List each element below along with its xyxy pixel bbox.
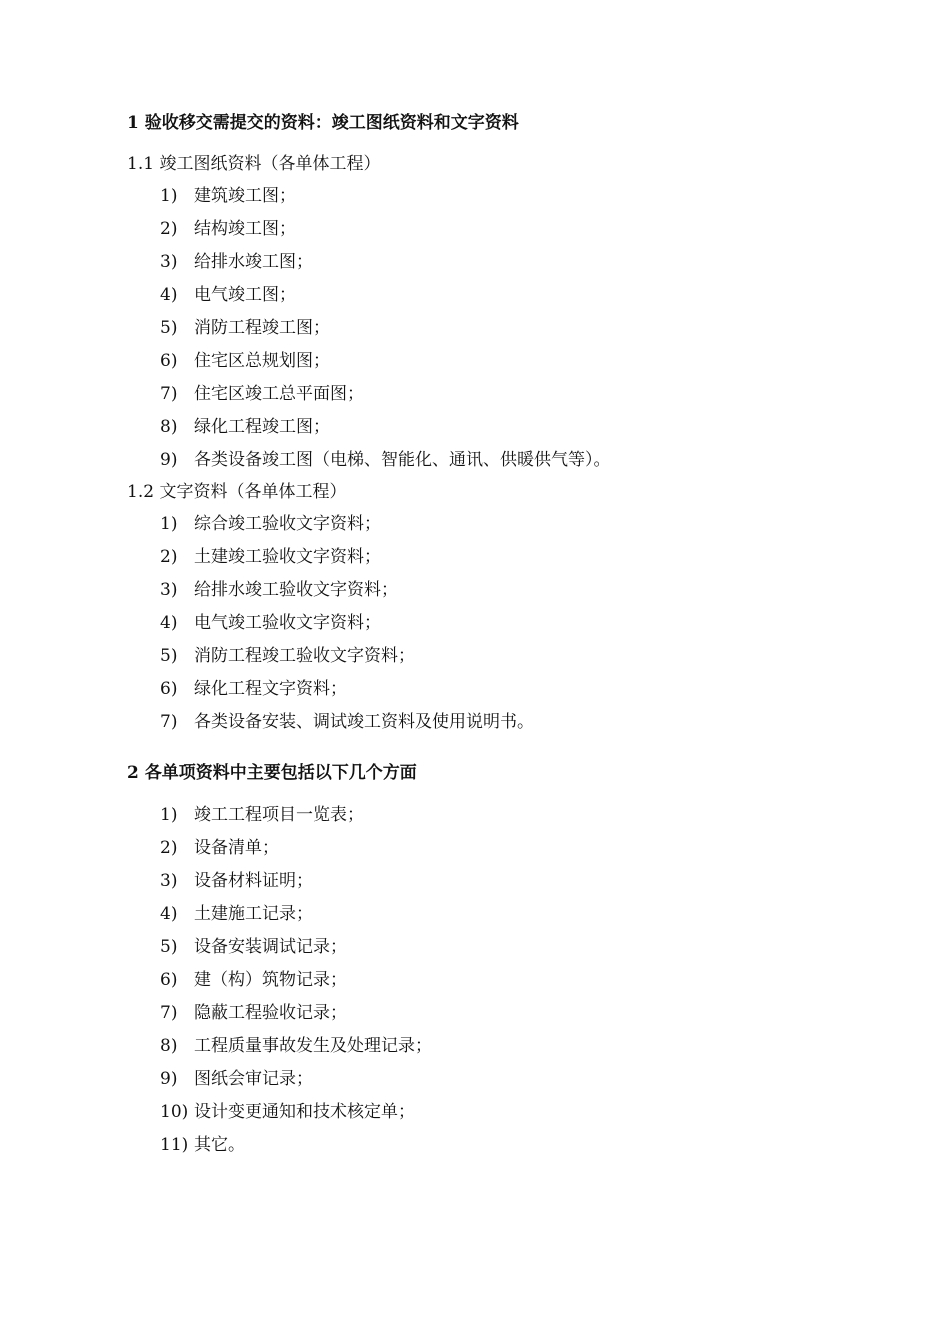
item-number: 7) bbox=[160, 712, 178, 732]
list-item bbox=[160, 508, 534, 541]
list-item bbox=[160, 832, 432, 865]
item-text: 绿化工程竣工图； bbox=[194, 417, 330, 437]
item-number: 7) bbox=[160, 1003, 178, 1023]
item-number: 3) bbox=[160, 580, 178, 600]
item-text: 消防工程竣工图； bbox=[194, 318, 330, 338]
item-text: 建筑竣工图； bbox=[194, 186, 296, 206]
item-number: 7) bbox=[160, 384, 178, 404]
item-number: 1) bbox=[160, 186, 178, 206]
list-item bbox=[160, 964, 432, 997]
list-item bbox=[160, 574, 534, 607]
section-1-1-title: 1.1 竣工图纸资料（各单体工程） bbox=[127, 154, 381, 174]
item-text: 隐蔽工程验收记录； bbox=[194, 1003, 347, 1023]
item-number: 1) bbox=[160, 514, 178, 534]
list-item bbox=[160, 345, 611, 378]
list-item bbox=[160, 213, 611, 246]
list-item bbox=[160, 541, 534, 574]
list-item bbox=[160, 865, 432, 898]
item-number: 1) bbox=[160, 805, 178, 825]
list-item bbox=[160, 411, 611, 444]
item-number: 6) bbox=[160, 970, 178, 990]
item-text: 设备安装调试记录； bbox=[194, 937, 347, 957]
item-number: 8) bbox=[160, 1036, 178, 1056]
item-text: 电气竣工图； bbox=[194, 285, 296, 305]
item-number: 11) bbox=[160, 1135, 189, 1155]
item-number: 6) bbox=[160, 679, 178, 699]
item-number: 5) bbox=[160, 937, 178, 957]
item-number: 6) bbox=[160, 351, 178, 371]
item-text: 给排水竣工验收文字资料； bbox=[194, 580, 398, 600]
item-text: 结构竣工图； bbox=[194, 219, 296, 239]
item-number: 9) bbox=[160, 450, 178, 470]
item-number: 3) bbox=[160, 252, 178, 272]
item-text: 住宅区竣工总平面图； bbox=[194, 384, 364, 404]
item-number: 2) bbox=[160, 219, 178, 239]
list-item bbox=[160, 246, 611, 279]
item-text: 图纸会审记录； bbox=[194, 1069, 313, 1089]
list-item bbox=[160, 1096, 432, 1129]
list-item bbox=[160, 799, 432, 832]
item-text: 住宅区总规划图； bbox=[194, 351, 330, 371]
item-number: 2) bbox=[160, 838, 178, 858]
item-text: 各类设备竣工图（电梯、智能化、通讯、供暖供气等）。 bbox=[194, 450, 611, 470]
documents-list bbox=[160, 508, 534, 739]
list-item bbox=[160, 607, 534, 640]
item-number: 4) bbox=[160, 904, 178, 924]
item-text: 各类设备安装、调试竣工资料及使用说明书。 bbox=[194, 712, 534, 732]
item-text: 土建竣工验收文字资料； bbox=[194, 547, 381, 567]
list-item bbox=[160, 1129, 432, 1162]
list-item bbox=[160, 312, 611, 345]
item-text: 其它。 bbox=[194, 1135, 245, 1155]
item-text: 消防工程竣工验收文字资料； bbox=[194, 646, 415, 666]
section-1-heading: 1 验收移交需提交的资料：竣工图纸资料和文字资料 bbox=[127, 113, 519, 133]
list-item bbox=[160, 898, 432, 931]
item-number: 5) bbox=[160, 646, 178, 666]
list-item bbox=[160, 444, 611, 477]
drawings-list bbox=[160, 180, 611, 477]
item-number: 3) bbox=[160, 871, 178, 891]
list-item bbox=[160, 673, 534, 706]
item-number: 8) bbox=[160, 417, 178, 437]
contents-list bbox=[160, 799, 432, 1162]
item-text: 设计变更通知和技术核定单； bbox=[194, 1102, 415, 1122]
item-number: 10) bbox=[160, 1102, 189, 1122]
item-text: 建（构）筑物记录； bbox=[194, 970, 347, 990]
item-number: 9) bbox=[160, 1069, 178, 1089]
item-text: 给排水竣工图； bbox=[194, 252, 313, 272]
list-item bbox=[160, 706, 534, 739]
item-text: 电气竣工验收文字资料； bbox=[194, 613, 381, 633]
item-number: 4) bbox=[160, 613, 178, 633]
item-text: 综合竣工验收文字资料； bbox=[194, 514, 381, 534]
item-number: 4) bbox=[160, 285, 178, 305]
item-text: 设备材料证明； bbox=[194, 871, 313, 891]
list-item bbox=[160, 931, 432, 964]
item-number: 2) bbox=[160, 547, 178, 567]
list-item bbox=[160, 279, 611, 312]
list-item bbox=[160, 1030, 432, 1063]
item-number: 5) bbox=[160, 318, 178, 338]
section-1-2-title: 1.2 文字资料（各单体工程） bbox=[127, 482, 347, 502]
item-text: 设备清单； bbox=[194, 838, 279, 858]
list-item bbox=[160, 640, 534, 673]
list-item bbox=[160, 378, 611, 411]
item-text: 土建施工记录； bbox=[194, 904, 313, 924]
item-text: 绿化工程文字资料； bbox=[194, 679, 347, 699]
list-item bbox=[160, 1063, 432, 1096]
list-item bbox=[160, 997, 432, 1030]
section-2-heading: 2 各单项资料中主要包括以下几个方面 bbox=[127, 763, 417, 783]
item-text: 工程质量事故发生及处理记录； bbox=[194, 1036, 432, 1056]
list-item bbox=[160, 180, 611, 213]
item-text: 竣工工程项目一览表； bbox=[194, 805, 364, 825]
